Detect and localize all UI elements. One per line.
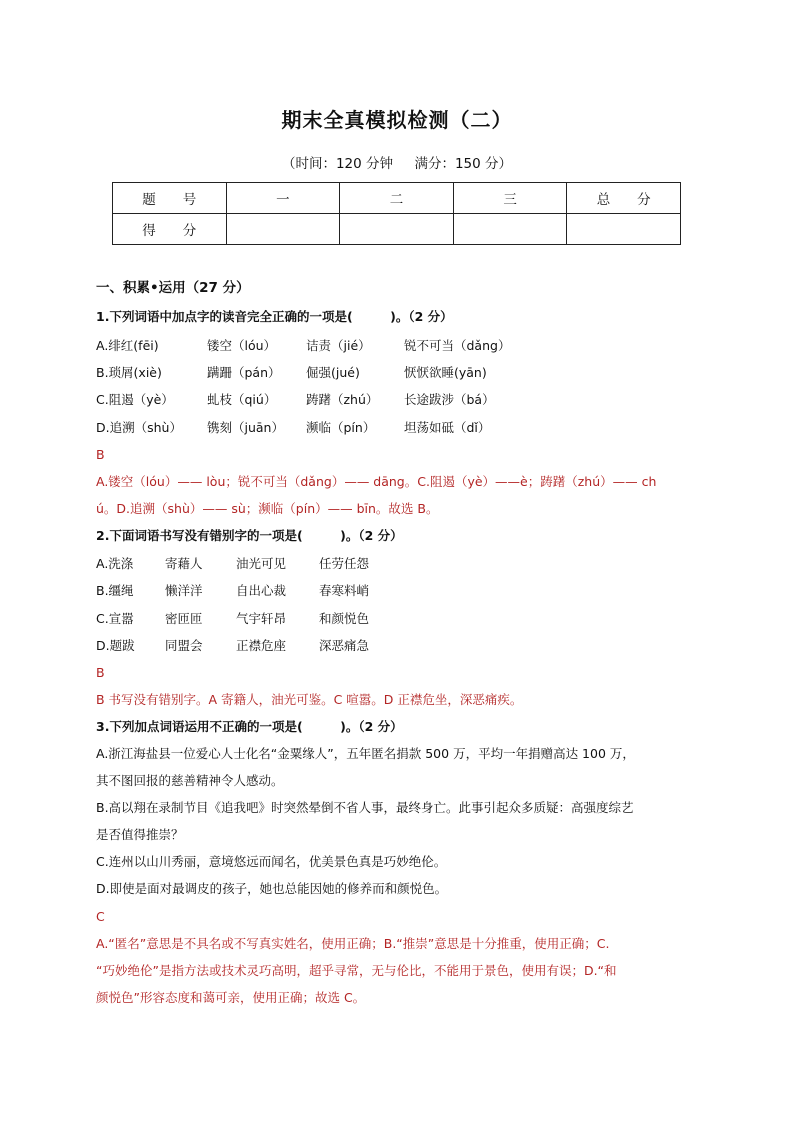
- q1-option-b-word1: B.琐屑(xiè): [96, 365, 162, 380]
- q1-option-c-word1: C.阻遏（yè）: [96, 392, 174, 407]
- question-1-stem: 1.下列词语中加点字的读音完全正确的一项是( )。（2 分）: [96, 309, 453, 324]
- cell-score-total: [567, 214, 681, 245]
- score-table-header-row: [113, 183, 681, 214]
- q3-option-b-line-1: B.高以翔在录制节目《追我吧》时突然晕倒不省人事，最终身亡。此事引起众多质疑：高强度综艺: [96, 800, 634, 815]
- q1-option-b-word3: 倔强(jué): [306, 365, 360, 380]
- question-1-answer: B: [96, 447, 105, 462]
- q2-option-b-word2: 懒洋洋: [165, 583, 203, 598]
- question-1-explanation-line-2: ú。D.追溯（shù）—— sù；濒临（pín）—— bīn。故选 B。: [96, 501, 439, 516]
- q2-option-b-word3: 自出心裁: [236, 583, 287, 598]
- question-2-answer: B: [96, 665, 105, 680]
- q1-option-d-word1: D.追溯（shù）: [96, 420, 182, 435]
- q1-option-b-word2: 蹒跚（pán）: [207, 365, 281, 380]
- q1-option-d-word2: 镌刻（juān）: [207, 420, 284, 435]
- q2-option-b-word1: B.缰绳: [96, 583, 134, 598]
- q3-option-d: D.即使是面对最调皮的孩子，她也总能因她的修养而和颜悦色。: [96, 881, 448, 896]
- q1-option-a-word4: 锐不可当（dǎng）: [404, 338, 511, 353]
- q3-option-a-line-2: 其不图回报的慈善精神令人感动。: [96, 773, 284, 788]
- section-heading: 一、积累•运用（27 分）: [96, 280, 250, 296]
- q1-option-b-word4: 恹恹欲睡(yān): [404, 365, 487, 380]
- q1-option-a-word1: A.绯红(fēi): [96, 338, 159, 353]
- q1-option-a-word2: 镂空（lóu）: [207, 338, 277, 353]
- q3-option-c: C.连州以山川秀丽，意境悠远而闻名，优美景色真是巧妙绝伦。: [96, 854, 447, 869]
- q3-option-b-line-2: 是否值得推崇？: [96, 827, 184, 842]
- cell-part-one: 一: [226, 183, 340, 214]
- exam-time-and-score: （时间：120 分钟 满分：150 分）: [281, 156, 513, 172]
- q2-option-d-word4: 深恶痛急: [319, 638, 370, 653]
- question-3-explanation-line-3: 颜悦色”形容态度和蔼可亲，使用正确；故选 C。: [96, 990, 366, 1005]
- q2-option-c-word2: 密匝匝: [165, 611, 203, 626]
- cell-total-label: 总 分: [567, 183, 681, 214]
- q2-option-a-word2: 寄藉人: [165, 556, 203, 571]
- q1-option-c-word3: 踌躇（zhú）: [306, 392, 379, 407]
- q2-option-d-word1: D.题跋: [96, 638, 135, 653]
- score-table: [112, 182, 681, 245]
- q1-option-d-word3: 濒临（pín）: [306, 420, 376, 435]
- q2-option-c-word4: 和颜悦色: [319, 611, 370, 626]
- cell-score-two: [340, 214, 454, 245]
- q2-option-a-word3: 油光可见: [236, 556, 287, 571]
- question-3-stem: 3.下列加点词语运用不正确的一项是( )。（2 分）: [96, 719, 403, 734]
- q2-option-c-word1: C.宣嚣: [96, 611, 134, 626]
- question-2-explanation: B 书写没有错别字。A 寄籍人，油光可鉴。C 喧嚣。D 正襟危坐，深恶痛疾。: [96, 692, 523, 707]
- q2-option-c-word3: 气宇轩昂: [236, 611, 287, 626]
- cell-part-two: 二: [340, 183, 454, 214]
- question-3-explanation-line-2: “巧妙绝伦”是指方法或技术灵巧高明，超乎寻常，无与伦比，不能用于景色，使用有误；D.“和: [96, 963, 617, 978]
- q2-option-a-word4: 任劳任怨: [319, 556, 370, 571]
- q1-option-d-word4: 坦荡如砥（dǐ）: [404, 420, 491, 435]
- q2-option-d-word2: 同盟会: [165, 638, 203, 653]
- cell-part-three: 三: [453, 183, 567, 214]
- question-2-stem: 2.下面词语书写没有错别字的一项是( )。（2 分）: [96, 528, 403, 543]
- q1-option-c-word4: 长途跋涉（bá）: [404, 392, 495, 407]
- page-title: 期末全真模拟检测（二）: [281, 108, 513, 132]
- question-3-answer: C: [96, 909, 105, 924]
- q1-option-c-word2: 虬枝（qiú）: [207, 392, 277, 407]
- score-table-score-row: [113, 214, 681, 245]
- question-3-explanation-line-1: A.“匿名”意思是不具名或不写真实姓名，使用正确；B.“推崇”意思是十分推重，使用正确；C.: [96, 936, 610, 951]
- q3-option-a-line-1: A.浙江海盐县一位爱心人士化名“金粟缘人”，五年匿名捐款 500 万，平均一年捐赠高达 100 万，: [96, 746, 635, 761]
- cell-score-label: 得 分: [113, 214, 227, 245]
- cell-score-three: [453, 214, 567, 245]
- cell-score-one: [226, 214, 340, 245]
- question-1-explanation-line-1: A.镂空（lóu）—— lòu；锐不可当（dǎng）—— dāng。C.阻遏（yè）——è；踌躇（zhú）—— ch: [96, 474, 657, 489]
- q2-option-a-word1: A.洗涤: [96, 556, 134, 571]
- q2-option-b-word4: 春寒料峭: [319, 583, 370, 598]
- cell-question-number-label: 题 号: [113, 183, 227, 214]
- q2-option-d-word3: 正襟危座: [236, 638, 287, 653]
- q1-option-a-word3: 诘责（jié）: [306, 338, 371, 353]
